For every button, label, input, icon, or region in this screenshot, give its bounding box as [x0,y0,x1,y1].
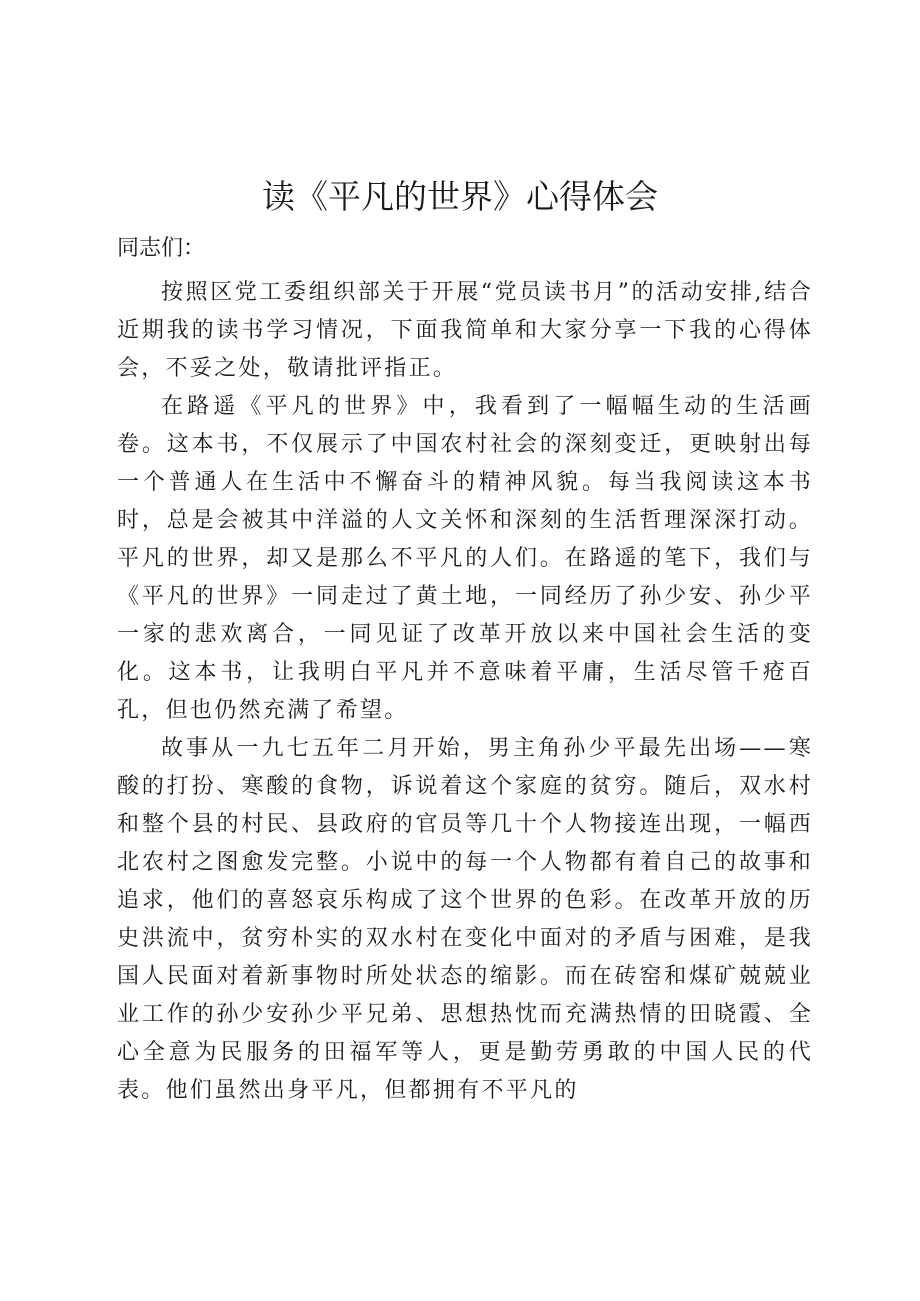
paragraph-book-overview: 在路遥《平凡的世界》中，我看到了一幅幅生动的生活画卷。这本书，不仅展示了中国农村社会的深刻变迁，更映射出每一个普通人在生活中不懈奋斗的精神风貌。每当我阅读这本书时，总是会被其中洋溢的人文关怀和深刻的生活哲理深深打动。平凡的世界，却又是那么不平凡的人们。在路遥的笔下，我们与《平凡的世界》一同走过了黄土地，一同经历了孙少安、孙少平一家的悲欢离合，一同见证了改革开放以来中国社会生活的变化。这本书，让我明白平凡并不意味着平庸，生活尽管千疮百孔，但也仍然充满了希望。 [117,394,813,723]
salutation: 同志们： [117,236,206,261]
paragraph-story-summary: 故事从一九七五年二月开始，男主角孙少平最先出场——寒酸的打扮、寒酸的食物，诉说着这个家庭的贫穷。随后，双水村和整个县的村民、县政府的官员等几十个人物接连出现，一幅西北农村之图愈发完整。小说中的每一个人物都有着自己的故事和追求，他们的喜怒哀乐构成了这个世界的色彩。在改革开放的历史洪流中，贫穷朴实的双水村在变化中面对的矛盾与困难，是我国人民面对着新事物时所处状态的缩影。而在砖窑和煤矿兢兢业业工作的孙少安孙少平兄弟、思想热忱而充满热情的田晓霞、全心全意为民服务的田福军等人，更是勤劳勇敢的中国人民的代表。他们虽然出身平凡，但都拥有不平凡的 [117,736,813,1103]
document-title: 读《平凡的世界》心得体会 [262,177,658,216]
paragraph-intro: 按照区党工委组织部关于开展“党员读书月”的活动安排,结合近期我的读书学习情况，下面我简单和大家分享一下我的心得体会，不妥之处，敬请批评指正。 [117,280,813,381]
document-body [117,274,813,1110]
